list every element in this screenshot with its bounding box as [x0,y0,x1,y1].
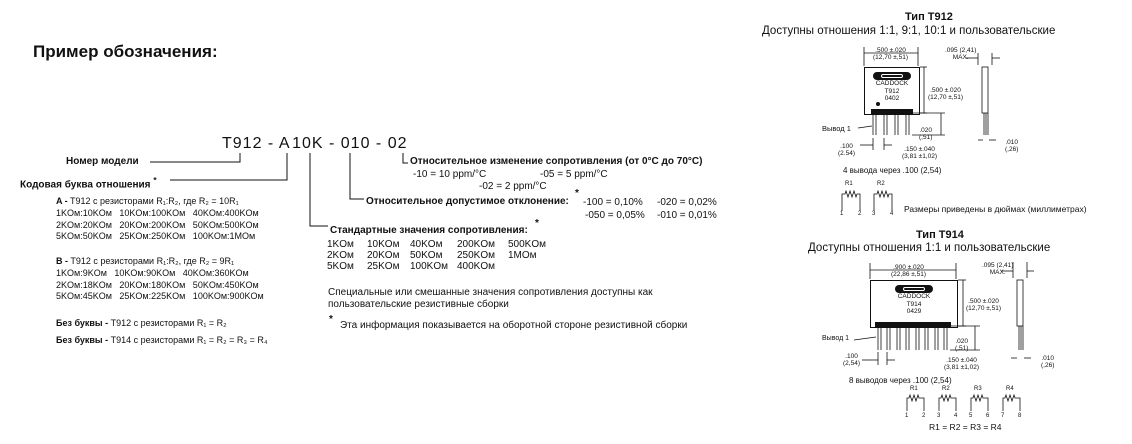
t912-dim-thick-max: MAX. [952,54,969,61]
t914-dim-leadlen [944,357,979,371]
t914-brand: CADDOCK [897,293,931,300]
ratio-b-bold: B - [56,256,68,266]
t912-model: T912 [884,87,900,95]
t914-drawing [0,0,1,1]
t912-dim-thick [945,47,976,61]
t912-dim-lead-mm: (,51) [919,134,933,141]
ratio-a-row: 5KОм:50KОм 25KОм:250KОм 100KОм:1MОм [56,231,256,241]
tolerance-row-2: -020 = 0,02% [657,197,717,208]
standard-cell: 250KОм [457,250,496,261]
standard-cell: 1MОм [508,250,537,261]
t912-dim-lead-thick-in: .010 [1005,139,1019,146]
model-number-label: Номер модели [66,156,139,167]
tcr-row-2: -05 = 5 ppm/°C [540,169,608,180]
standard-cell: 25KОм [367,261,400,272]
ratio-b-head [56,256,234,266]
t912-pin-3: 3 [872,211,876,217]
code-dash-2: - [328,135,336,152]
t914-r3-label: R3 [974,386,982,392]
t912-dim-height-in: .500 ±.020 [930,87,961,94]
t912-dim-pitch-in: .100 [840,143,853,150]
standard-cell: 40KОм [410,239,443,250]
code-resistance: 10K [292,135,324,152]
tolerance-star: * [575,188,579,199]
t912-dim-leadlen-mm: (3,81 ±1,02) [902,153,938,160]
standard-star: * [535,218,539,229]
caddock-logo [873,72,911,80]
t912-dim-thick-val: .095 (2,41) [945,47,977,54]
code-tcr: 02 [387,135,408,152]
standard-cell [508,261,546,272]
t914-pin-2: 2 [922,413,926,419]
t912-dim-height-mm: (12,70 ±,51) [928,94,964,101]
standard-cell: 400KОм [457,261,496,272]
t912-leads-note: 4 вывода через .100 (2,54) [843,166,942,175]
ratio-letter-label [20,175,157,190]
ratio-a-list [56,208,259,243]
t914-type-title: Тип T914 [916,229,964,241]
no-letter-text: T914 с резисторами R₁ = R₂ = R₃ = R₄ [110,335,268,345]
t914-r1-label: R1 [910,386,918,392]
standard-cell: 100KОм [410,261,449,272]
dims-note: Размеры приведены в дюймах (миллиметрах) [904,204,1087,214]
t914-dim-lead-thick [1041,355,1054,369]
t912-subtitle: Доступны отношения 1:1, 9:1, 10:1 и пользовательские [762,25,1056,37]
no-letter-t914 [56,335,268,345]
tolerance-title: Относительное допустимое отклонение: [366,196,569,207]
t914-pin1-label: Вывод 1 [822,335,850,342]
example-title: Пример обозначения: [33,42,218,61]
t912-r1-label: R1 [845,181,853,187]
t914-dim-width-in: .900 ±.020 [893,264,924,271]
t912-brand: CADDOCK [875,80,909,87]
code-model: T912 [222,135,263,152]
t912-dim-pitch [838,143,855,157]
standard-cell: 20KОм [367,250,400,261]
t912-dim-lead-thick-mm: (,26) [1005,146,1019,153]
t912-dim-pitch-mm: (2.54) [838,150,855,157]
t914-dim-width-mm: (22,86 ±,51) [891,271,927,278]
standard-cell: 500KОм [508,239,547,250]
no-letter-text: T912 с резисторами R₁ = R₂ [110,318,227,328]
t914-pin-5: 5 [969,413,973,419]
tolerance-row-3: -050 = 0,05% [585,210,645,221]
t914-pin-7: 7 [1001,413,1005,419]
pin1-dot [876,102,880,106]
t914-dim-pitch-in: .100 [845,353,858,360]
t914-dim-thick-val: .095 (2,41) [982,262,1014,269]
ratio-b-text: T912 с резисторами R₁:R₂, где R₂ = 9R₁ [70,256,235,266]
standard-row [327,261,546,272]
standard-cell: 2KОм [327,250,354,261]
t912-dim-lead [919,127,932,141]
tolerance-row-1: -100 = 0,10% [583,197,643,208]
t914-dim-thick [982,262,1013,276]
ratio-letter-star: * [153,175,157,185]
t914-pin-6: 6 [986,413,990,419]
standard-row [327,239,546,250]
caddock-logo [895,285,933,293]
footnote-text: Эта информация показывается на оборотной стороне резистивной сборки [340,320,688,331]
t912-pin-1: 1 [840,211,844,217]
t914-package [870,280,958,328]
t914-date: 0429 [906,308,922,315]
t914-dim-pitch [843,353,860,367]
tcr-row-1: -10 = 10 ppm/°C [413,169,487,180]
ratio-a-row: 2KОм:20KОм 20KОм:200KОм 50KОм:500KОм [56,219,259,230]
ratio-a-row: 1KОм:10KОм 10KОм:100KОм 40KОм:400KОм [56,208,259,218]
code-dash-3: - [375,135,383,152]
ratio-a-bold: A - [56,196,68,206]
code-letter: A [278,135,290,152]
t912-dim-width [873,47,908,61]
ratio-b-list [56,268,264,303]
t914-dim-pitch-mm: (2,54) [843,360,860,367]
t912-dim-leadlen-in: .150 ±.040 [904,146,935,153]
t914-leads-note: 8 выводов через .100 (2,54) [849,376,952,385]
t914-subtitle: Доступны отношения 1:1 и пользовательские [808,242,1051,254]
t914-pin-8: 8 [1018,413,1022,419]
standard-cell: 1KОм [327,239,354,250]
t914-r4-label: R4 [1006,386,1014,392]
standard-values-table [327,239,546,272]
t914-dim-height-in: .500 ±.020 [968,298,999,305]
t914-equality: R1 = R2 = R3 = R4 [929,422,1002,432]
standard-cell: 200KОм [457,239,496,250]
t914-pin-3: 3 [937,413,941,419]
code-dash-1: - [267,135,275,152]
t914-dim-leadlen-in: .150 ±.040 [946,357,977,364]
t912-dim-width-mm: (12,70 ±,51) [873,54,909,61]
no-letter-t912 [56,318,227,328]
special-note-2: пользовательские резистивные сборки [328,299,509,310]
standard-cell: 50KОм [410,250,443,261]
t912-molded-base [871,109,913,115]
t914-dim-height-mm: (12,70 ±,51) [966,305,1002,312]
ratio-a-head [56,196,239,206]
t914-dim-lead-mm: (,51) [955,345,969,352]
t914-molded-base [875,322,951,328]
t912-dim-leadlen [902,146,937,160]
part-code [222,135,408,153]
t914-pin-1: 1 [905,413,909,419]
tcr-row-3: -02 = 2 ppm/°C [479,181,547,192]
t914-dim-height [966,298,1001,312]
footnote-star: * [329,314,333,325]
t912-dim-height [928,87,963,101]
t914-dim-lead-thick-in: .010 [1041,355,1055,362]
ratio-b-row: 2KОм:18KОм 20KОм:180KОм 50KОм:450KОм [56,279,259,290]
t914-dim-width [891,264,926,278]
t912-pin1-label: Вывод 1 [822,124,851,133]
t912-dim-lead-thick [1005,139,1018,153]
ratio-letter-text: Кодовая буква отношения [20,179,151,191]
standard-title: Стандартные значения сопротивления: [330,225,528,236]
no-letter-bold: Без буквы - [56,335,109,345]
t912-date: 0402 [884,95,900,102]
t912-dim-width-in: .500 ±.020 [875,47,906,54]
t914-dim-lead [955,338,968,352]
t914-dim-lead-in: .020 [955,338,969,345]
ratio-b-row: 5KОм:45KОм 25KОм:225KОм 100KОм:900KОм [56,291,264,301]
t914-dim-lead-thick-mm: (,26) [1041,362,1055,369]
t912-type-title: Тип T912 [905,11,953,23]
ratio-a-text: T912 с резисторами R₁:R₂, где R₂ = 10R₁ [70,196,239,206]
t912-pin-2: 2 [858,211,862,217]
code-tolerance: 010 [340,135,371,152]
t912-package [864,67,920,115]
t912-r2-label: R2 [877,181,885,187]
tcr-title: Относительное изменение сопротивления (от 0°C до 70°C) [410,156,703,167]
standard-row [327,250,546,261]
t912-dim-lead-in: .020 [919,127,933,134]
t914-pin-4: 4 [954,413,958,419]
standard-cell: 5KОм [327,261,354,272]
tolerance-row-4: -010 = 0,01% [657,210,717,221]
t914-dim-leadlen-mm: (3,81 ±1,02) [944,364,980,371]
t914-model: T914 [906,300,922,308]
t914-dim-thick-max: MAX. [989,269,1006,276]
no-letter-bold: Без буквы - [56,318,109,328]
standard-cell: 10KОм [367,239,400,250]
ratio-b-row: 1KОм:9KОм 10KОм:90KОм 40KОм:360KОм [56,268,249,278]
t914-r2-label: R2 [942,386,950,392]
special-note-1: Специальные или смешанные значения сопротивления доступны как [328,287,653,298]
t912-pin-4: 4 [890,211,894,217]
